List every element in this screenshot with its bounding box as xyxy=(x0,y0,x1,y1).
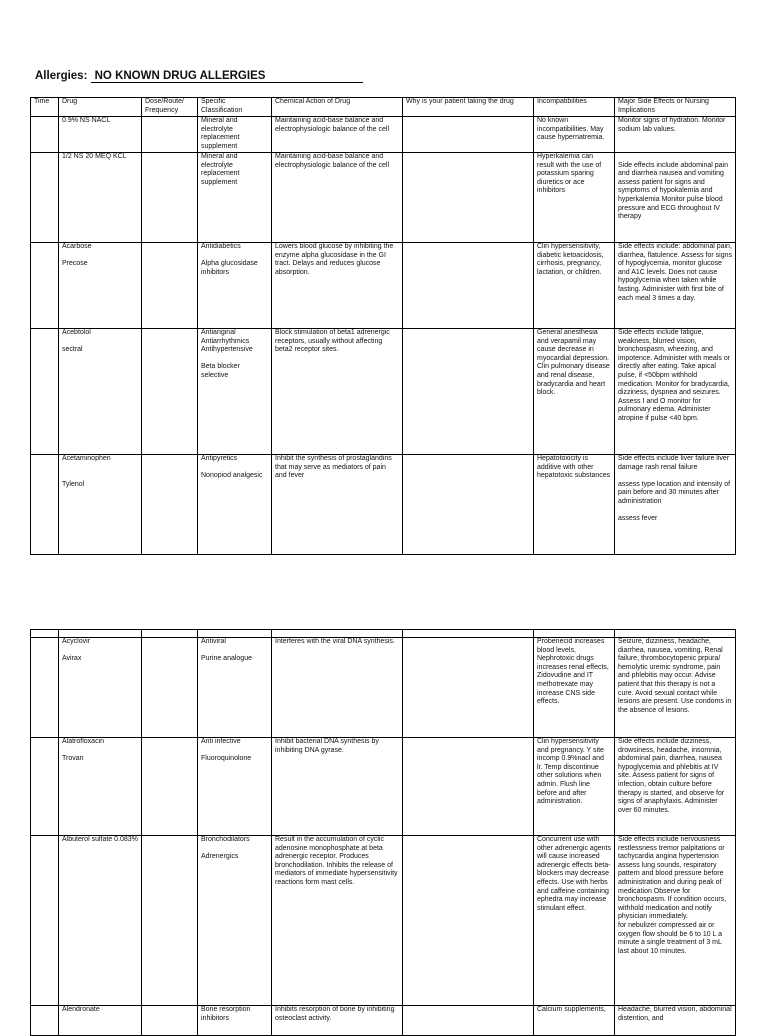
dose-cell xyxy=(142,329,198,455)
effects-cell: Side effects include liver failure liver damage rash renal failure assess type location and intensity of pain before and 30 minutes after administration assess fever xyxy=(615,455,736,555)
header-side-effects: Major Side Effects or Nursing Implications xyxy=(615,98,736,117)
reason-cell xyxy=(403,638,534,738)
incompat-cell: Hepatotoxicity is additive with other hepatotoxic substances xyxy=(534,455,615,555)
reason-cell xyxy=(403,329,534,455)
table-row xyxy=(31,329,736,455)
time-cell xyxy=(31,836,59,1006)
time-cell xyxy=(31,117,59,153)
table-row xyxy=(31,638,736,738)
incompat-cell: General anesthesia and verapamil may cause decrease in myocardial depression. Clin pulmonary disease and renal disease, bradycardia and heart block. xyxy=(534,329,615,455)
classification-cell: Antidiabetics Alpha glucosidase inhibitors xyxy=(198,243,272,329)
dose-cell xyxy=(142,117,198,153)
table-row xyxy=(31,1006,736,1036)
classification-cell: Mineral and electrolyte replacement supplement xyxy=(198,117,272,153)
action-cell: Maintaining acid-base balance and electrophysiologic balance of the cell xyxy=(272,117,403,153)
reason-cell xyxy=(403,738,534,836)
time-cell xyxy=(31,243,59,329)
effects-cell: Side effects include dizziness, drowsiness, headache, insomnia, abdominal pain, diarrhea, nausea hypoglycemia and phlebitis at IV site. Assess patient for signs of infection, obtain culture before therapy is started, and observe for signs of anaphylaxis. Administer over 60 minutes. xyxy=(615,738,736,836)
dose-cell xyxy=(142,1006,198,1036)
drug-cell: Acyclovir Avirax xyxy=(59,638,142,738)
effects-cell: Side effects include abdominal pain and diarrhea nausea and vomiting assess patient for signs and symptoms of hypokalemia and hyperkalemia Monitor pulse blood pressure and ECG throughout IV therapy xyxy=(615,153,736,243)
reason-cell xyxy=(403,153,534,243)
drug-table-2 xyxy=(30,629,736,1036)
incompat-cell: Clin hypersensitivity and pregnancy. Y site incomp 0.9%nacl and lr. Temp discontinue other solutions when admin. Flush line before and after administration. xyxy=(534,738,615,836)
drug-table-1 xyxy=(30,97,736,555)
drug-cell: Acebtolol sectral xyxy=(59,329,142,455)
dose-cell xyxy=(142,455,198,555)
reason-cell xyxy=(403,1006,534,1036)
header-classification: Specific Classification xyxy=(198,98,272,117)
effects-cell: Seizure, dizziness, headache, diarrhea, nausea, vomiting, Renal failure, thrombocytopenic prpura/ hemolytic uremic syndrome, pain and phlebitis may occur. Advise patient that this therapy is not a cure. Avoid sexual contact while lesions are present. Use condoms in the absence of lesions. xyxy=(615,638,736,738)
table-row xyxy=(31,153,736,243)
dose-cell xyxy=(142,836,198,1006)
action-cell: Inhibits resorption of bone by inhibiting osteoclast activity. xyxy=(272,1006,403,1036)
drug-cell: Alendronate xyxy=(59,1006,142,1036)
action-cell: Lowers blood glucose by inhibiting the enzyme alpha glucosidase in the GI tract. Delays and reduces glucose absorption. xyxy=(272,243,403,329)
effects-cell: Side effects include: abdominal pain, diarrhea, flatulence. Assess for signs of hypoglycemia, monitor glucose and A1C levels. Does not cause hypoglycemia when taken while fasting. Administer with first bite of each meal 3 times a day. xyxy=(615,243,736,329)
time-cell xyxy=(31,153,59,243)
reason-cell xyxy=(403,455,534,555)
dose-cell xyxy=(142,638,198,738)
drug-cell: Acetaminophen Tylenol xyxy=(59,455,142,555)
reason-cell xyxy=(403,117,534,153)
allergies-line xyxy=(35,70,363,83)
action-cell: Result in the accumulation of cyclic adenosine monophosphate at beta adrenergic receptor. Produces bronchodilation. Inhibits the release of mediators of immediate hypersensitivity reactions form mast cells. xyxy=(272,836,403,1006)
action-cell: Block stimulation of beta1 adrenergic receptors, usually without affecting beta2 receptor sites. xyxy=(272,329,403,455)
classification-cell: Anti infective Fluoroquinolone xyxy=(198,738,272,836)
classification-cell: Antipyretics Nonopiod analgesic xyxy=(198,455,272,555)
incompat-cell: Clin hypersensitivity, diabetic ketoacidosis, cirrhosis, pregnancy, lactation, or children. xyxy=(534,243,615,329)
classification-cell: Antianginal Antiarrhythmics Antihypertensive Beta blocker selective xyxy=(198,329,272,455)
time-cell xyxy=(31,638,59,738)
dose-cell xyxy=(142,243,198,329)
classification-cell: Mineral and electrolyte replacement supplement xyxy=(198,153,272,243)
table-row xyxy=(31,455,736,555)
table-row xyxy=(31,243,736,329)
incompat-cell: Concurrent use with other adrenergic agents will cause increased adrenergic effects beta-blockers may decrease effects. Use with herbs and caffeine containing ephedra may increase stimulant effect. xyxy=(534,836,615,1006)
classification-cell: Antiviral Purine analogue xyxy=(198,638,272,738)
effects-cell: Monitor signs of hydration. Monitor sodium lab values. xyxy=(615,117,736,153)
drug-cell: Alatrofloxacin Trovan xyxy=(59,738,142,836)
time-cell xyxy=(31,329,59,455)
action-cell: Interferes with the viral DNA synthesis. xyxy=(272,638,403,738)
table-row xyxy=(31,738,736,836)
reason-cell xyxy=(403,836,534,1006)
incompat-cell: Probenecid increases blood levels, Nephrotoxic drugs increases renal effects, Zidovudine and IT methotrexate may increase CNS side effects. xyxy=(534,638,615,738)
action-cell: Inhibit bacterial DNA synthesis by inhibiting DNA gyrase. xyxy=(272,738,403,836)
drug-cell: 1/2 NS 20 MEQ KCL xyxy=(59,153,142,243)
dose-cell xyxy=(142,153,198,243)
allergies-label: Allergies: xyxy=(35,70,88,82)
classification-cell: Bone resorption inhibitors xyxy=(198,1006,272,1036)
table-header-row xyxy=(31,630,736,638)
table-row xyxy=(31,836,736,1006)
incompat-cell: Hyperkalemia can result with the use of potassium sparing diuretics or ace inhibitors xyxy=(534,153,615,243)
header-drug: Drug xyxy=(59,98,142,117)
table-row xyxy=(31,117,736,153)
incompat-cell: No known incompatibilities. May cause hypernatremia. xyxy=(534,117,615,153)
effects-cell: Side effects include fatigue, weakness, blurred vision, bronchospasm, wheezing, and impotence. Administer with meals or directly after eating. Take apical pulse, if <50bpm withhold medication. Monitor for bradycardia, dizziness, dyspnea and seizures. Assess I and O monitor for pulmonary edema. Administer atropine if pulse <40 bpm. xyxy=(615,329,736,455)
reason-cell xyxy=(403,243,534,329)
drug-cell: 0.9% NS NACL xyxy=(59,117,142,153)
effects-cell: Side effects include nervousness restlessness tremor palpitations or tachycardia angina hypertension assess lung sounds, respiratory pattern and blood pressure before administration and during peak of medication Observe for bronchospasm. If condition occurs, withhold medication and notify physician immediately. for nebulizer compressed air or oxygen flow should be 6 to 10 L a minute a single treatment of 3 mL last about 10 minutes. xyxy=(615,836,736,1006)
allergies-value: NO KNOWN DRUG ALLERGIES xyxy=(91,70,363,83)
time-cell xyxy=(31,455,59,555)
dose-cell xyxy=(142,738,198,836)
drug-cell: Acarbose Precose xyxy=(59,243,142,329)
time-cell xyxy=(31,738,59,836)
header-incompatibilities: Incompatibilities xyxy=(534,98,615,117)
drug-cell: Albuterol sulfate 0.083% xyxy=(59,836,142,1006)
table-header-row xyxy=(31,98,736,117)
header-reason: Why is your patient taking the drug xyxy=(403,98,534,117)
classification-cell: Bronchodilators Adrenergics xyxy=(198,836,272,1006)
action-cell: Maintaining acid-base balance and electrophysiologic balance of the cell xyxy=(272,153,403,243)
incompat-cell: Calcium supplements, xyxy=(534,1006,615,1036)
header-dose: Dose/Route/ Frequency xyxy=(142,98,198,117)
header-time: Time xyxy=(31,98,59,117)
time-cell xyxy=(31,1006,59,1036)
effects-cell: Headache, blurred vision, abdominal distention, and xyxy=(615,1006,736,1036)
action-cell: Inhibit the synthesis of prostaglandins that may serve as mediators of pain and fever xyxy=(272,455,403,555)
header-action: Chemical Action of Drug xyxy=(272,98,403,117)
